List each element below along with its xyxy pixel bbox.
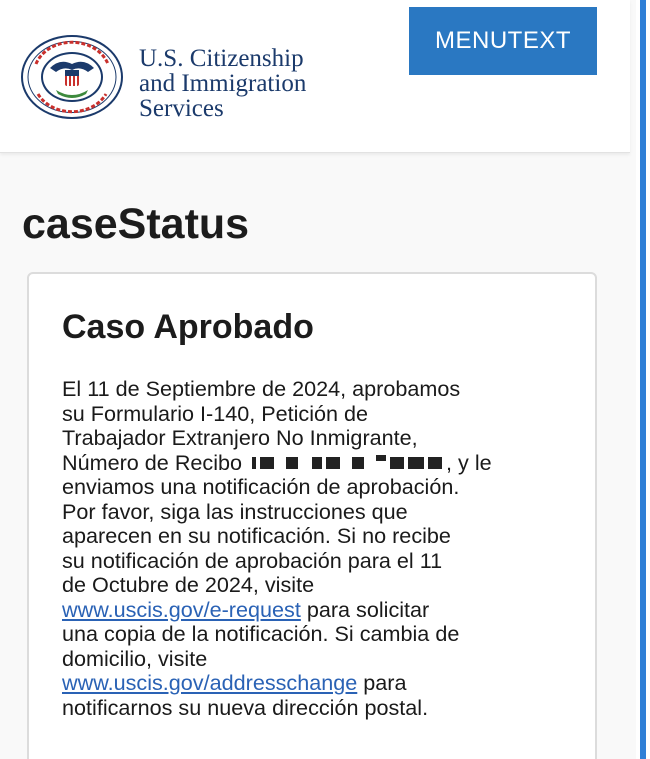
description-line [62, 451, 582, 476]
description-text: para solicitar [300, 596, 430, 622]
scrollbar[interactable] [636, 0, 650, 759]
description-line: El 11 de Septiembre de 2024, aprobamos [62, 376, 461, 401]
e-request-link[interactable]: www.uscis.gov/e-request [62, 596, 301, 622]
description-line: Por favor, siga las instrucciones que [62, 498, 408, 524]
menu-button[interactable]: MENUTEXT [409, 7, 597, 75]
case-status-card [27, 272, 597, 759]
scrollbar-thumb[interactable] [640, 0, 646, 759]
description-text: , y le [446, 449, 492, 475]
case-status-heading: Caso Aprobado [62, 308, 314, 346]
description-line [62, 598, 582, 623]
description-line: su Formulario I-140, Petición de [62, 400, 369, 426]
redacted-receipt-number [248, 454, 446, 472]
site-header [0, 0, 630, 153]
case-status-description [62, 377, 582, 720]
description-line: Trabajador Extranjero No Inmigrante, [62, 425, 418, 450]
receipt-number-label: Número de Recibo [62, 449, 243, 475]
agency-name-line-3: Services [139, 95, 224, 122]
description-line: domicilio, visite [62, 645, 208, 671]
description-line [62, 671, 582, 696]
description-line: aparecen en su notificación. Si no recibe [62, 523, 451, 548]
description-line: enviamos una notificación de aprobación. [62, 474, 460, 499]
page-title: caseStatus [22, 200, 250, 248]
dhs-seal-icon[interactable] [20, 34, 124, 120]
description-line: notificarnos su nueva dirección postal. [62, 694, 429, 720]
description-line: de Octubre de 2024, visite [62, 572, 315, 597]
agency-name[interactable] [139, 46, 306, 121]
description-line: una copia de la notificación. Si cambia de [62, 621, 460, 646]
agency-name-line-1: U.S. Citizenship [139, 45, 304, 72]
description-line: su notificación de aprobación para el 11 [62, 547, 443, 573]
address-change-link[interactable]: www.uscis.gov/addresschange [62, 670, 358, 695]
agency-name-line-2: and Immigration [139, 70, 307, 97]
description-text: para [357, 670, 407, 695]
